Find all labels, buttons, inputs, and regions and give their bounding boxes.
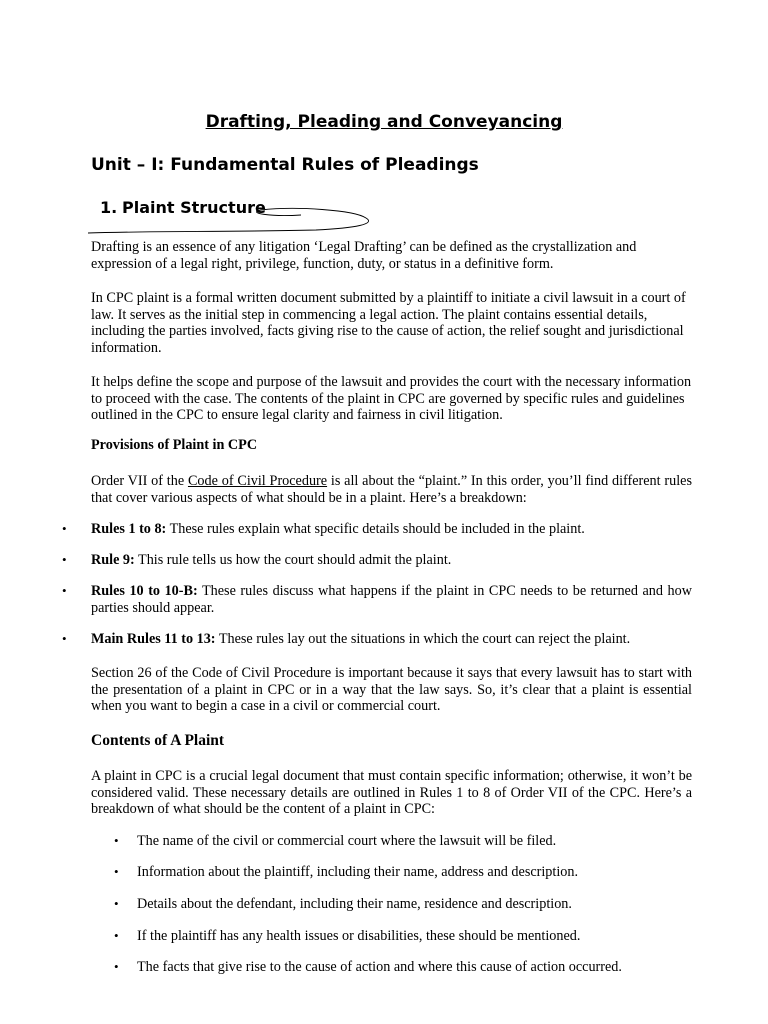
paragraph-section-26: Section 26 of the Code of Civil Procedure is important because it says that every lawsuit has to start with the presentation of a plaint in CPC or in a way that the law says. So, it’s clear that a plaint is essential when you want to begin a case in a civil or commercial court. xyxy=(91,665,692,715)
rule-text: This rule tells us how the court should admit the plaint. xyxy=(134,552,452,568)
paragraph-plaint-definition: In CPC plaint is a formal written document submitted by a plaintiff to initiate a civil lawsuit in a court of law. It serves as the initial step in commencing a legal action. The plaint contains essential details, including the parties involved, facts giving rise to the cause of action, the relief sought and jurisdictional information. xyxy=(91,290,686,357)
contents-list-item: Details about the defendant, including their name, residence and description. xyxy=(137,896,572,912)
rule-item xyxy=(91,521,692,538)
paragraph-order-vii xyxy=(91,473,692,506)
contents-heading: Contents of A Plaint xyxy=(91,732,225,749)
rule-item xyxy=(91,552,692,569)
rule-text: These rules discuss what happens if the plaint in CPC needs to be returned and how parties should appear. xyxy=(91,583,692,616)
section-heading xyxy=(100,198,266,217)
bullet-icon: • xyxy=(62,552,67,567)
bullet-icon: • xyxy=(114,864,119,879)
paragraph-plaint-purpose: It helps define the scope and purpose of the lawsuit and provides the court with the necessary information to proceed with the case. The contents of the plaint in CPC are governed by specific rules and guidelines outlined in the CPC to ensure legal clarity and fairness in civil litigation. xyxy=(91,374,692,424)
document-title: Drafting, Pleading and Conveyancing xyxy=(205,112,563,132)
contents-list-item: The facts that give rise to the cause of action and where this cause of action occurred. xyxy=(137,959,622,975)
rule-label: Rules 1 to 8: xyxy=(91,521,167,537)
contents-list-item: Information about the plaintiff, including their name, address and description. xyxy=(137,864,579,880)
bullet-icon: • xyxy=(62,631,67,646)
bullet-icon: • xyxy=(114,959,119,974)
rule-item xyxy=(91,583,692,616)
rule-item xyxy=(91,631,692,648)
bullet-icon: • xyxy=(114,928,119,943)
order-vii-intro-text: Order VII of the xyxy=(91,473,188,489)
rule-text: These rules lay out the situations in which the court can reject the plaint. xyxy=(215,631,631,647)
rule-label: Rule 9: xyxy=(91,552,135,568)
contents-list-item: The name of the civil or commercial court where the lawsuit will be filed. xyxy=(137,833,557,849)
rule-label: Main Rules 11 to 13: xyxy=(91,631,216,647)
bullet-icon: • xyxy=(62,583,67,598)
paragraph-contents-intro: A plaint in CPC is a crucial legal document that must contain specific information; otherwise, it won’t be considered valid. These necessary details are outlined in Rules 1 to 8 of Order VII of the CPC. Here’s a breakdown of what should be the content of a plaint in CPC: xyxy=(91,768,692,818)
unit-heading: Unit – I: Fundamental Rules of Pleadings xyxy=(91,155,479,175)
section-label: Plaint Structure xyxy=(122,198,266,217)
bullet-icon: • xyxy=(114,896,119,911)
paragraph-legal-drafting: Drafting is an essence of any litigation ‘Legal Drafting’ can be defined as the crystallization and expression of a legal right, privilege, function, duty, or status in a definitive form. xyxy=(91,239,637,272)
rule-label: Rules 10 to 10-B: xyxy=(91,583,198,599)
rule-text: These rules explain what specific details should be included in the plaint. xyxy=(166,521,585,537)
section-number: 1. xyxy=(100,198,118,217)
provisions-heading: Provisions of Plaint in CPC xyxy=(91,437,258,453)
bullet-icon: • xyxy=(114,833,119,848)
code-of-civil-procedure-link[interactable]: Code of Civil Procedure xyxy=(187,473,328,489)
bullet-icon: • xyxy=(62,521,67,536)
contents-list-item: If the plaintiff has any health issues or disabilities, these should be mentioned. xyxy=(137,928,581,944)
order-vii-intro-continued: is all about the “plaint.” In this order, you’ll find different rules that cover various aspects of what should be in a plaint. Here’s a breakdown: xyxy=(91,473,692,506)
